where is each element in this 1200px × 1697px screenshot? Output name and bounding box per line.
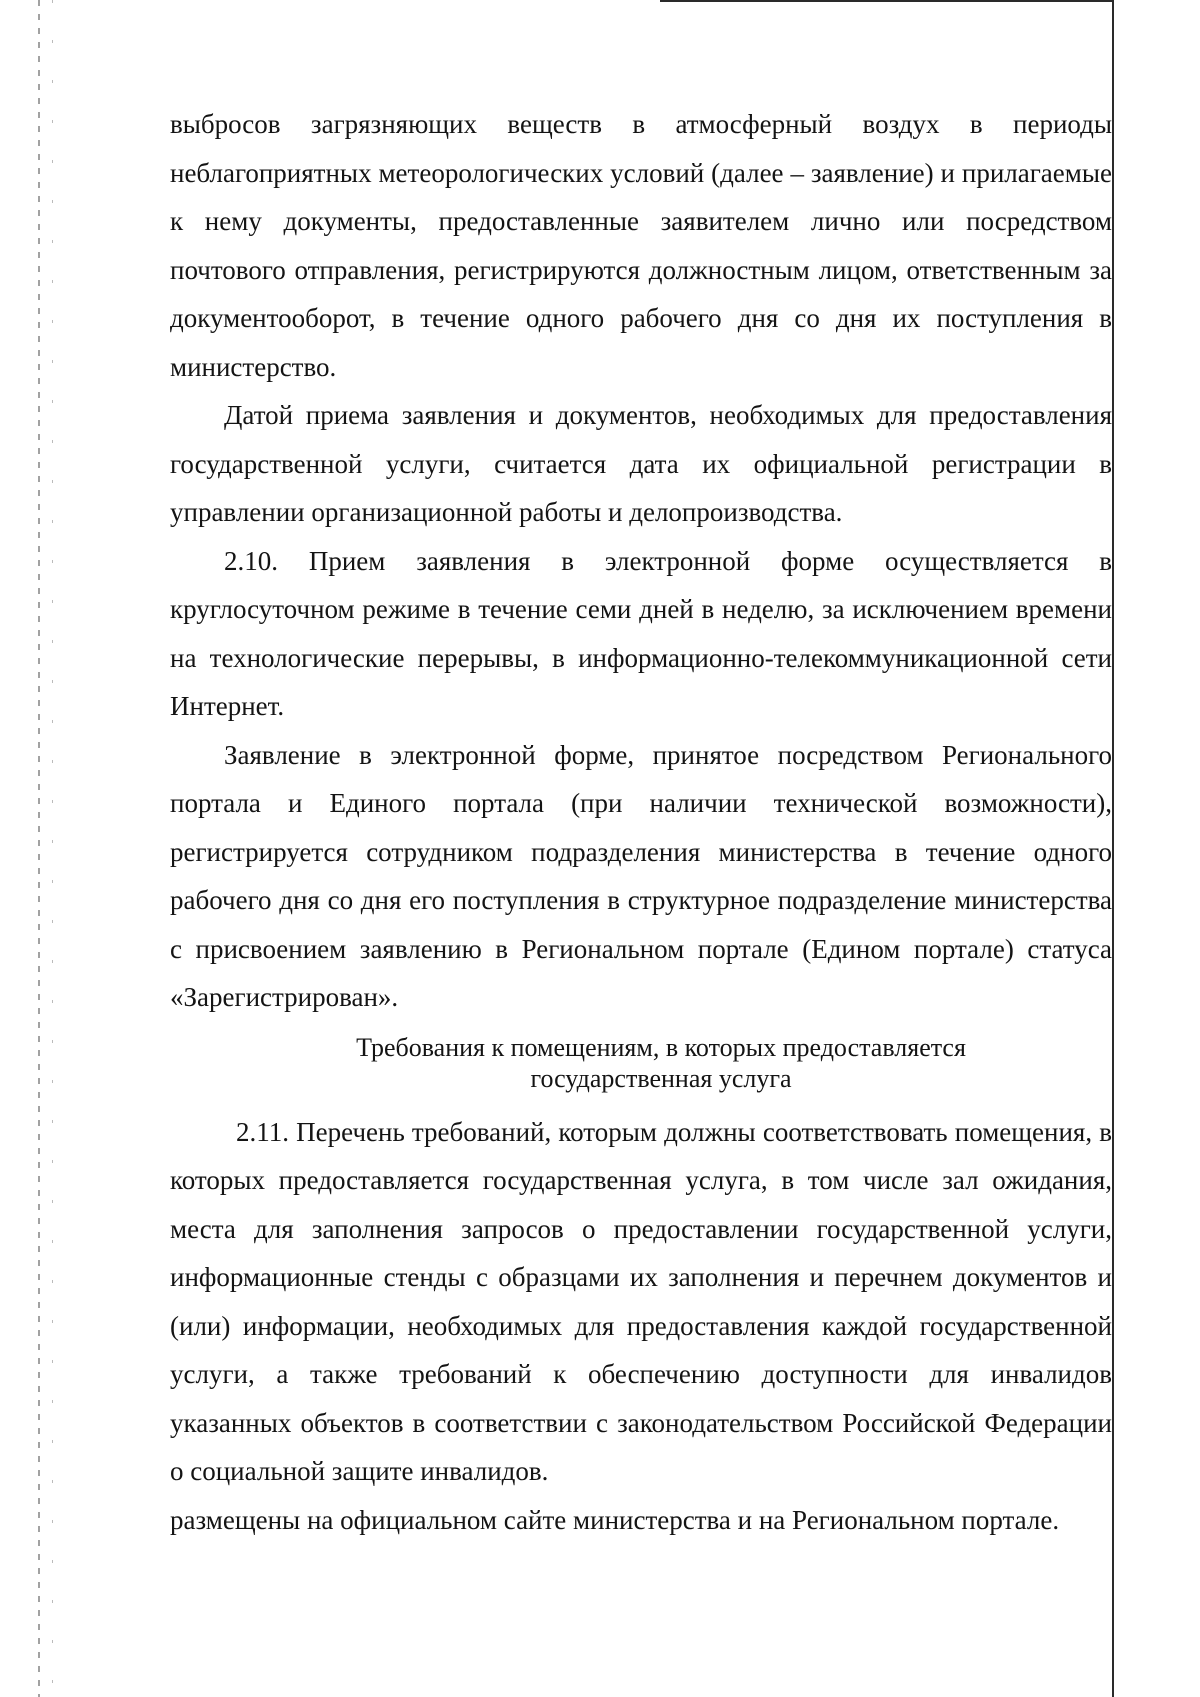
document-page xyxy=(170,100,1112,1544)
paragraph-electronic-registration: Заявление в электронной форме, принятое посредством Регионального портала и Единого портала (при наличии технической возможности), регистрируется сотрудником подразделения министерства в течение одного рабочего дня со дня его поступления в структурное подразделение министерства с присвоением заявлению в Региональном портале (Едином портале) статуса «Зарегистрирован». xyxy=(170,739,1112,1012)
section-heading-line-2: государственная услуга xyxy=(530,1063,792,1093)
paragraph-acceptance-date: Датой приема заявления и документов, необходимых для предоставления государственной услуги, считается дата их официальной регистрации в управлении организационной работы и делопроизводства. xyxy=(170,400,1112,527)
section-heading-line-1: Требования к помещениям, в которых предоставляется xyxy=(356,1032,966,1062)
paragraph-2-10-electronic-acceptance: 2.10. Прием заявления в электронной форме осуществляется в круглосуточном режиме в течение семи дней в неделю, за исключением времени на технологические перерывы, в информационно-телекоммуникационной сети Интернет. xyxy=(170,545,1112,721)
scan-edge-right xyxy=(1112,0,1114,1697)
paragraph-publication: размещены на официальном сайте министерства и на Региональном портале. xyxy=(170,1504,1060,1535)
section-heading xyxy=(170,1032,1112,1094)
paragraph-application-registration: выбросов загрязняющих веществ в атмосферный воздух в периоды неблагоприятных метеорологических условий (далее – заявление) и прилагаемые к нему документы, предоставленные заявителем лично или посредством почтового отправления, регистрируются должностным лицом, ответственным за документооборот, в течение одного рабочего дня со дня их поступления в министерство. xyxy=(170,109,1112,382)
scan-edge-left xyxy=(38,0,40,1697)
scan-edge-left-marks xyxy=(52,0,53,1697)
paragraph-2-11-premises-requirements: 2.11. Перечень требований, которым должны соответствовать помещения, в которых предоставляется государственная услуга, в том числе зал ожидания, места для заполнения запросов о предоставлении государственной услуги, информационные стенды с образцами их заполнения и перечнем документов и (или) информации, необходимых для предоставления каждой государственной услуги, а также требований к обеспечению доступности для инвалидов указанных объектов в соответствии с законодательством Российской Федерации о социальной защите инвалидов. xyxy=(170,1116,1112,1486)
scan-edge-top xyxy=(660,0,1112,2)
